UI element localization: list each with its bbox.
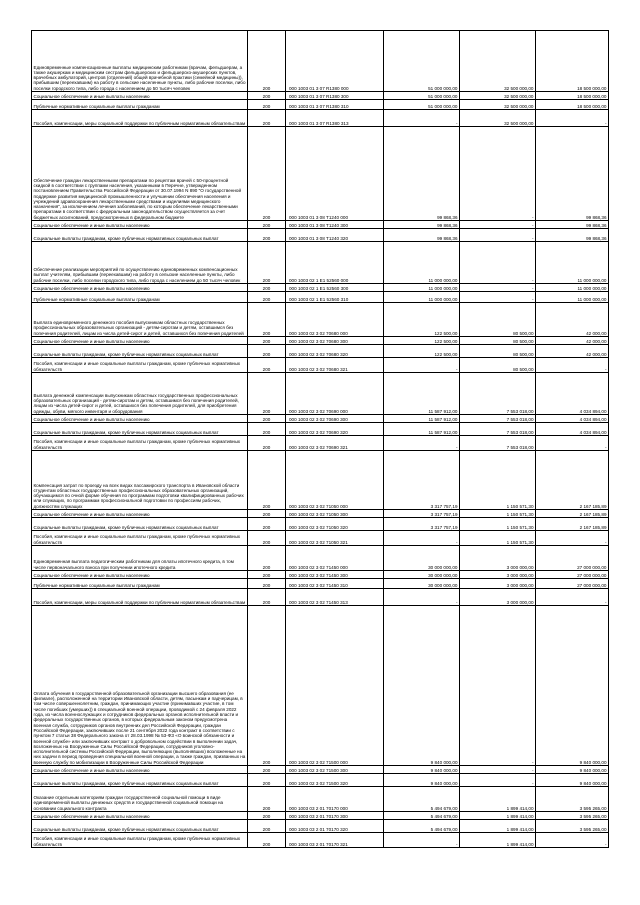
row-name-cell: Социальные выплаты гражданам, кроме публичных нормативных социальных выплат (32, 820, 248, 833)
row-budget-code-cell: 000 1003 03 2 01 70170 321 (286, 833, 384, 848)
row-approved-cell: 122 500,00 (384, 345, 460, 358)
row-line-code-cell: 200 (248, 451, 286, 510)
row-executed-cell: 1 899 414,00 (460, 820, 536, 833)
row-executed-cell: 32 500 000,00 (460, 31, 536, 92)
row-line-code-cell: 200 (248, 531, 286, 546)
table-row (32, 774, 609, 787)
row-name-cell: Выплата единовременного денежного пособия выпускникам областных государственных профессиональных образовательных организаций - детям-сиротам и детям, оставшимся без попечения родителей, лицам из числа детей-сирот и детей, оставшихся без попечения родителей (32, 303, 248, 337)
row-approved-cell: 30 000 000,00 (384, 579, 460, 589)
table-row (32, 415, 609, 423)
row-approved-cell: 99 868,36 (384, 229, 460, 242)
row-approved-cell: - (384, 358, 460, 373)
row-name-cell: Социальное обеспечение и иные выплаты населению (32, 284, 248, 292)
row-remaining-cell: - (536, 436, 609, 451)
row-approved-cell: 11 587 912,00 (384, 373, 460, 415)
row-approved-cell: 99 868,36 (384, 127, 460, 221)
row-line-code-cell: 200 (248, 820, 286, 833)
table-row (32, 766, 609, 774)
row-executed-cell: - (460, 292, 536, 303)
row-budget-code-cell: 000 1003 02 3 02 70690 320 (286, 423, 384, 436)
row-approved-cell: - (384, 531, 460, 546)
row-budget-code-cell: 000 1003 01 3 08 Т1240 320 (286, 229, 384, 242)
row-name-cell: Социальные выплаты гражданам, кроме публичных нормативных социальных выплат (32, 423, 248, 436)
row-name-cell: Публичные нормативные социальные выплаты гражданам (32, 579, 248, 589)
row-approved-cell: 3 317 757,19 (384, 518, 460, 531)
row-name-cell: Социальные выплаты гражданам, кроме публичных нормативных социальных выплат (32, 229, 248, 242)
row-name-cell: Социальное обеспечение и иные выплаты населению (32, 571, 248, 579)
row-name-cell: Социальное обеспечение и иные выплаты населению (32, 221, 248, 229)
row-name-cell: Выплата денежной компенсации выпускникам областных государственных профессиональных образовательных организаций - детям-сиротам и детям, оставшимся без попечения родителей, лицам из числа детей-сирот и детей, оставшихся без попечения родителей, для приобретения одежды, обуви, мягкого инвентаря и оборудования (32, 373, 248, 415)
table-row (32, 92, 609, 100)
row-executed-cell: 80 500,00 (460, 358, 536, 373)
row-executed-cell: 1 150 571,30 (460, 531, 536, 546)
row-line-code-cell: 200 (248, 303, 286, 337)
row-name-cell: Оказание отдельным категориям граждан государственной социальной помощи в виде единовременной выплаты денежных средств и государственной социальной помощи на основании социального контракта (32, 787, 248, 812)
row-remaining-cell: 2 167 185,89 (536, 510, 609, 518)
table-row (32, 100, 609, 110)
row-line-code-cell: 200 (248, 510, 286, 518)
row-approved-cell: 3 317 757,19 (384, 510, 460, 518)
row-remaining-cell: 18 500 000,00 (536, 92, 609, 100)
row-budget-code-cell: 000 1003 03 2 01 70170 000 (286, 787, 384, 812)
table-row (32, 812, 609, 820)
row-name-cell: Социальное обеспечение и иные выплаты населению (32, 812, 248, 820)
row-name-cell: Пособия, компенсации, меры социальной поддержки по публичным нормативным обязательствам (32, 110, 248, 127)
row-executed-cell: 7 553 018,00 (460, 373, 536, 415)
table-row (32, 606, 609, 766)
table-row (32, 589, 609, 606)
row-remaining-cell: - (536, 833, 609, 848)
row-approved-cell: - (384, 833, 460, 848)
row-remaining-cell: 99 868,36 (536, 229, 609, 242)
row-executed-cell: 80 500,00 (460, 303, 536, 337)
row-approved-cell: 9 840 000,00 (384, 766, 460, 774)
row-line-code-cell: 200 (248, 774, 286, 787)
row-remaining-cell: - (536, 110, 609, 127)
table-row (32, 303, 609, 337)
row-budget-code-cell: 000 1003 03 2 01 70170 300 (286, 812, 384, 820)
row-remaining-cell: 11 000 000,00 (536, 284, 609, 292)
row-budget-code-cell: 000 1003 02 3 02 70690 000 (286, 373, 384, 415)
row-line-code-cell: 200 (248, 787, 286, 812)
row-approved-cell: 122 500,00 (384, 303, 460, 337)
row-approved-cell: 99 868,36 (384, 221, 460, 229)
row-line-code-cell: 200 (248, 606, 286, 766)
row-executed-cell: 3 000 000,00 (460, 571, 536, 579)
row-name-cell: Социальное обеспечение и иные выплаты населению (32, 766, 248, 774)
row-budget-code-cell: 000 1003 02 3 02 71050 321 (286, 531, 384, 546)
row-executed-cell: 32 500 000,00 (460, 92, 536, 100)
row-remaining-cell: - (536, 531, 609, 546)
row-executed-cell: 1 150 571,30 (460, 451, 536, 510)
row-executed-cell: - (460, 284, 536, 292)
row-budget-code-cell: 000 1003 02 3 02 71450 000 (286, 546, 384, 571)
row-executed-cell: 32 500 000,00 (460, 100, 536, 110)
row-budget-code-cell: 000 1003 01 3 07 R1380 313 (286, 110, 384, 127)
row-executed-cell: 1 899 414,00 (460, 787, 536, 812)
row-remaining-cell: 9 840 000,00 (536, 766, 609, 774)
row-remaining-cell: - (536, 589, 609, 606)
row-line-code-cell: 200 (248, 812, 286, 820)
row-budget-code-cell: 000 1003 02 3 02 71500 000 (286, 606, 384, 766)
row-remaining-cell: 27 000 000,00 (536, 571, 609, 579)
row-budget-code-cell: 000 1003 02 3 02 70690 321 (286, 436, 384, 451)
table-row (32, 31, 609, 92)
row-name-cell: Пособия, компенсации и иные социальные выплаты гражданам, кроме публичных нормативных обязательств (32, 531, 248, 546)
row-approved-cell: 3 317 757,19 (384, 451, 460, 510)
table-row (32, 436, 609, 451)
row-line-code-cell: 200 (248, 415, 286, 423)
row-executed-cell: 7 553 018,00 (460, 436, 536, 451)
row-name-cell: Публичные нормативные социальные выплаты гражданам (32, 100, 248, 110)
row-name-cell: Единовременные компенсационные выплаты медицинским работникам (врачам, фельдшерам, а также акушеркам и медицинским сестрам фельдшерских и фельдшерско-акушерских пунктов, врачебных амбулаторий, центров (отделений) общей врачебной практики (семейной медицины)), прибывшим (переехавшим) на работу в сельские населенные пункты, либо рабочие поселки, либо поселки городского типа, либо города с населением до 50 тысяч человек (32, 31, 248, 92)
row-executed-cell: 1 150 571,30 (460, 510, 536, 518)
row-executed-cell: 3 000 000,00 (460, 589, 536, 606)
row-remaining-cell: 9 840 000,00 (536, 774, 609, 787)
row-executed-cell: 80 500,00 (460, 337, 536, 345)
table-row (32, 127, 609, 221)
row-budget-code-cell: 000 1003 02 3 02 71450 300 (286, 571, 384, 579)
row-remaining-cell: 2 167 185,89 (536, 451, 609, 510)
row-budget-code-cell: 000 1003 02 3 02 70680 300 (286, 337, 384, 345)
row-executed-cell: - (460, 606, 536, 766)
table-row (32, 110, 609, 127)
row-approved-cell: - (384, 436, 460, 451)
row-line-code-cell: 200 (248, 358, 286, 373)
row-approved-cell: 51 000 000,00 (384, 92, 460, 100)
row-budget-code-cell: 000 1003 02 3 02 71050 320 (286, 518, 384, 531)
row-budget-code-cell: 000 1003 02 3 02 71500 320 (286, 774, 384, 787)
row-executed-cell: 1 150 571,30 (460, 518, 536, 531)
row-line-code-cell: 200 (248, 571, 286, 579)
row-budget-code-cell: 000 1003 02 3 02 71050 300 (286, 510, 384, 518)
row-remaining-cell: 3 595 265,00 (536, 787, 609, 812)
row-budget-code-cell: 000 1003 01 3 08 Т1240 000 (286, 127, 384, 221)
row-approved-cell: - (384, 589, 460, 606)
row-line-code-cell: 200 (248, 221, 286, 229)
row-line-code-cell: 200 (248, 100, 286, 110)
row-name-cell: Обеспечение граждан лекарственными препаратами по рецептам врачей с 50-процентной скидкой в соответствии с группами населения, указанными в Перечне, утвержденном постановлением Правительства Российской Федерации от 30.07.1994 N 890 "О государственной поддержке развития медицинской промышленности и улучшении обеспечения населения и учреждений здравоохранения лекарственными средствами и изделиями медицинского назначения", за исключением лечения заболеваний, по которым обеспечение лекарственными препаратами в соответствии с федеральным законодательством осуществляется за счет бюджетных ассигнований, предусмотренных в федеральном бюджете (32, 127, 248, 221)
row-remaining-cell: 2 167 185,89 (536, 518, 609, 531)
row-line-code-cell: 200 (248, 766, 286, 774)
row-executed-cell: - (460, 242, 536, 284)
row-name-cell: Социальные выплаты гражданам, кроме публичных нормативных социальных выплат (32, 345, 248, 358)
row-approved-cell: 5 494 679,00 (384, 820, 460, 833)
table-row (32, 451, 609, 510)
row-approved-cell: - (384, 110, 460, 127)
row-approved-cell: 9 840 000,00 (384, 606, 460, 766)
table-row (32, 546, 609, 571)
row-budget-code-cell: 000 1003 02 3 02 70680 000 (286, 303, 384, 337)
row-remaining-cell: 27 000 000,00 (536, 579, 609, 589)
row-name-cell: Оплата обучения в государственной образовательной организации высшего образования (ее филиале), расположенной на территории Ивановской области, детям, пасынкам и падчерицам, в том числе совершеннолетним, граждан, принимающих участие (принимавших участие, в том числе погибших (умерших)) в специальной военной операции, проводимой с 24 февраля 2022 года, из числа военнослужащих и сотрудников федеральных органов исполнительной власти и федеральных государственных органов, в которых федеральным законом предусмотрена военная служба, сотрудников органов внутренних дел Российской Федерации, граждан Российской Федерации, заключивших после 21 сентября 2022 года контракт в соответствии с пунктом 7 статьи 38 Федерального закона от 28.03.1998 № 53-ФЗ «О воинской обязанности и военной службе» или заключивших контракт о добровольном содействии в выполнении задач, возложенных на Вооруженные Силы Российской Федерации, сотрудников уголовно-исполнительной системы Российской Федерации, выполняющих (выполнявших) возложенные на них задачи в период проведения специальной военной операции, а также граждан, призванных на военную службу по мобилизации в Вооруженные Силы Российской Федерации (32, 606, 248, 766)
row-line-code-cell: 200 (248, 546, 286, 571)
row-budget-code-cell: 000 1003 03 2 01 70170 320 (286, 820, 384, 833)
table-row (32, 518, 609, 531)
row-name-cell: Единовременная выплата педагогическим работникам для оплаты ипотечного кредита, в том числе первоначального взноса при получении ипотечного кредита (32, 546, 248, 571)
row-budget-code-cell: 000 1003 02 3 02 70690 300 (286, 415, 384, 423)
row-approved-cell: 51 000 000,00 (384, 31, 460, 92)
row-executed-cell: 1 899 414,00 (460, 812, 536, 820)
row-executed-cell: 32 500 000,00 (460, 110, 536, 127)
row-name-cell: Публичные нормативные социальные выплаты гражданам (32, 292, 248, 303)
table-row (32, 510, 609, 518)
row-line-code-cell: 200 (248, 518, 286, 531)
row-remaining-cell: 99 868,36 (536, 127, 609, 221)
row-line-code-cell: 200 (248, 833, 286, 848)
row-line-code-cell: 200 (248, 229, 286, 242)
row-approved-cell: 122 500,00 (384, 337, 460, 345)
row-name-cell: Социальное обеспечение и иные выплаты населению (32, 337, 248, 345)
row-approved-cell: 11 000 000,00 (384, 284, 460, 292)
row-line-code-cell: 200 (248, 110, 286, 127)
row-budget-code-cell: 000 1003 01 3 08 Т1240 300 (286, 221, 384, 229)
row-executed-cell: - (460, 127, 536, 221)
row-name-cell: Социальное обеспечение и иные выплаты населению (32, 92, 248, 100)
row-name-cell: Обеспечение реализации мероприятий по осуществлению единовременных компенсационных выплат учителям, прибывшим (переехавшим) на работу в сельские населенные пункты, либо рабочие поселки, либо поселки городского типа, либо города с населением до 50 тысяч человек (32, 242, 248, 284)
row-budget-code-cell: 000 1003 02 1 Е1 52560 300 (286, 284, 384, 292)
row-remaining-cell: - (536, 358, 609, 373)
row-approved-cell: 11 000 000,00 (384, 242, 460, 284)
row-budget-code-cell: 000 1003 01 3 07 R1380 310 (286, 100, 384, 110)
row-line-code-cell: 200 (248, 284, 286, 292)
row-budget-code-cell: 000 1003 02 3 02 70680 320 (286, 345, 384, 358)
row-line-code-cell: 200 (248, 337, 286, 345)
row-name-cell: Социальные выплаты гражданам, кроме публичных нормативных социальных выплат (32, 774, 248, 787)
table-row (32, 345, 609, 358)
table-row (32, 787, 609, 812)
row-remaining-cell: 9 840 000,00 (536, 606, 609, 766)
row-line-code-cell: 200 (248, 31, 286, 92)
table-row (32, 292, 609, 303)
row-budget-code-cell: 000 1003 02 3 02 71450 313 (286, 589, 384, 606)
row-remaining-cell: 18 500 000,00 (536, 100, 609, 110)
table-row (32, 221, 609, 229)
row-approved-cell: 11 587 912,00 (384, 423, 460, 436)
row-executed-cell: 80 500,00 (460, 345, 536, 358)
table-row (32, 423, 609, 436)
row-line-code-cell: 200 (248, 127, 286, 221)
row-line-code-cell: 200 (248, 292, 286, 303)
table-row (32, 284, 609, 292)
row-line-code-cell: 200 (248, 242, 286, 284)
table-row (32, 579, 609, 589)
row-remaining-cell: 42 000,00 (536, 345, 609, 358)
table-row (32, 358, 609, 373)
row-budget-code-cell: 000 1003 02 3 02 71050 000 (286, 451, 384, 510)
row-budget-code-cell: 000 1003 02 1 Е1 52560 000 (286, 242, 384, 284)
row-remaining-cell: 11 000 000,00 (536, 242, 609, 284)
row-remaining-cell: 4 034 894,00 (536, 415, 609, 423)
row-name-cell: Пособия, компенсации, меры социальной поддержки по публичным нормативным обязательствам (32, 589, 248, 606)
row-name-cell: Социальное обеспечение и иные выплаты населению (32, 415, 248, 423)
table-row (32, 833, 609, 848)
row-approved-cell: 51 000 000,00 (384, 100, 460, 110)
row-remaining-cell: 42 000,00 (536, 303, 609, 337)
row-line-code-cell: 200 (248, 579, 286, 589)
row-line-code-cell: 200 (248, 373, 286, 415)
row-executed-cell: - (460, 229, 536, 242)
row-budget-code-cell: 000 1003 01 3 07 R1380 300 (286, 92, 384, 100)
table-row (32, 820, 609, 833)
row-approved-cell: 5 494 679,00 (384, 787, 460, 812)
row-executed-cell: - (460, 766, 536, 774)
row-remaining-cell: 4 034 894,00 (536, 373, 609, 415)
row-remaining-cell: 11 000 000,00 (536, 292, 609, 303)
row-executed-cell: 1 899 414,00 (460, 833, 536, 848)
row-budget-code-cell: 000 1003 02 3 02 70680 321 (286, 358, 384, 373)
row-name-cell: Социальные выплаты гражданам, кроме публичных нормативных социальных выплат (32, 518, 248, 531)
row-name-cell: Пособия, компенсации и иные социальные выплаты гражданам, кроме публичных нормативных обязательств (32, 436, 248, 451)
row-remaining-cell: 4 034 894,00 (536, 423, 609, 436)
row-budget-code-cell: 000 1003 02 3 02 71500 300 (286, 766, 384, 774)
row-executed-cell: 3 000 000,00 (460, 579, 536, 589)
table-row (32, 373, 609, 415)
table-row (32, 337, 609, 345)
row-approved-cell: 30 000 000,00 (384, 546, 460, 571)
budget-table (31, 30, 609, 848)
row-name-cell: Социальное обеспечение и иные выплаты населению (32, 510, 248, 518)
table-row (32, 229, 609, 242)
row-executed-cell: - (460, 774, 536, 787)
row-budget-code-cell: 000 1003 02 3 02 71450 310 (286, 579, 384, 589)
row-remaining-cell: 3 595 265,00 (536, 820, 609, 833)
row-executed-cell: 7 553 018,00 (460, 415, 536, 423)
row-executed-cell: 7 553 018,00 (460, 423, 536, 436)
row-approved-cell: 11 587 912,00 (384, 415, 460, 423)
table-row (32, 571, 609, 579)
row-approved-cell: 30 000 000,00 (384, 571, 460, 579)
row-line-code-cell: 200 (248, 436, 286, 451)
row-executed-cell: 3 000 000,00 (460, 546, 536, 571)
row-line-code-cell: 200 (248, 423, 286, 436)
row-remaining-cell: 27 000 000,00 (536, 546, 609, 571)
row-name-cell: Компенсация затрат по проезду на всех видах пассажирского транспорта в Ивановской области студентам областных государственных профессиональных образовательных организаций, обучающимся по очной форме обучения по программам подготовки квалифицированных рабочих или служащих, по программам профессиональной подготовки по профессиям рабочих, должностям служащих (32, 451, 248, 510)
row-executed-cell: - (460, 221, 536, 229)
row-line-code-cell: 200 (248, 92, 286, 100)
row-name-cell: Пособия, компенсации и иные социальные выплаты гражданам, кроме публичных нормативных обязательств (32, 833, 248, 848)
row-remaining-cell: 42 000,00 (536, 337, 609, 345)
row-line-code-cell: 200 (248, 589, 286, 606)
table-row (32, 242, 609, 284)
row-approved-cell: 5 494 679,00 (384, 812, 460, 820)
row-remaining-cell: 99 868,36 (536, 221, 609, 229)
row-remaining-cell: 3 595 265,00 (536, 812, 609, 820)
table-row (32, 531, 609, 546)
row-budget-code-cell: 000 1003 02 1 Е1 52560 310 (286, 292, 384, 303)
row-remaining-cell: 18 500 000,00 (536, 31, 609, 92)
row-budget-code-cell: 000 1003 01 3 07 R1380 000 (286, 31, 384, 92)
row-name-cell: Пособия, компенсации и иные социальные выплаты гражданам, кроме публичных нормативных обязательств (32, 358, 248, 373)
row-line-code-cell: 200 (248, 345, 286, 358)
row-approved-cell: 9 840 000,00 (384, 774, 460, 787)
row-approved-cell: 11 000 000,00 (384, 292, 460, 303)
